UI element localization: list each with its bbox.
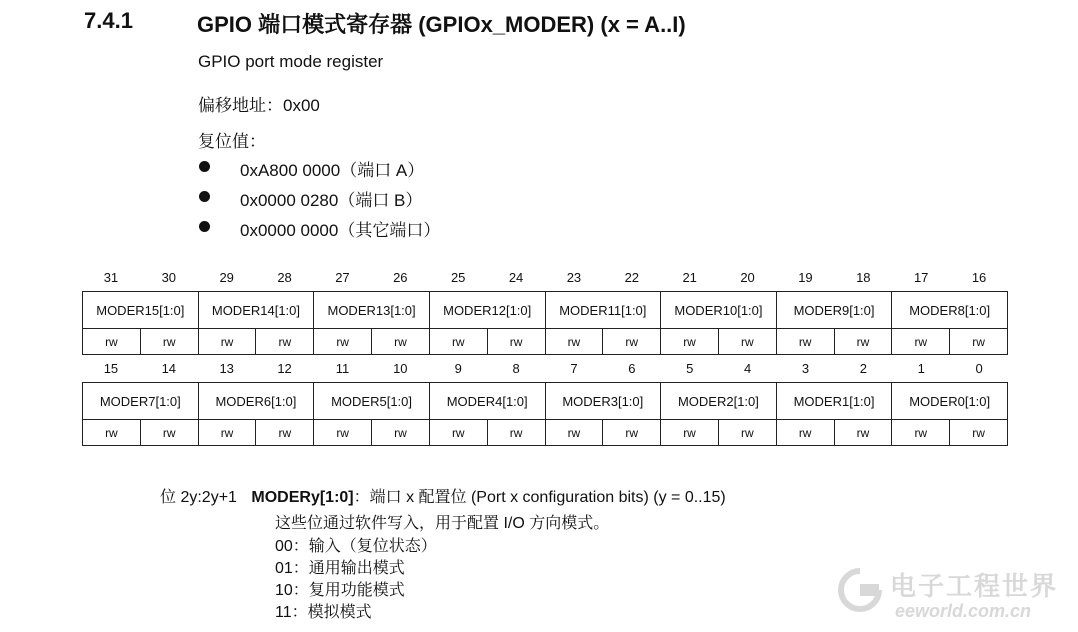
- access-type: rw: [430, 420, 488, 445]
- access-type: rw: [141, 329, 199, 354]
- field-name: MODERy[1:0]: [251, 489, 354, 506]
- bullet-icon: [199, 221, 210, 232]
- register-field: MODER12[1:0]: [430, 292, 546, 328]
- bit-number: 20: [740, 270, 755, 285]
- access-type: rw: [83, 420, 141, 445]
- bit-number: 4: [743, 361, 752, 376]
- register-field: MODER9[1:0]: [777, 292, 893, 328]
- field-intro: 这些位通过软件写入，用于配置 I/O 方向模式。: [275, 515, 610, 532]
- bit-number: 3: [801, 361, 810, 376]
- access-type: rw: [950, 420, 1008, 445]
- bit-number: 29: [219, 270, 234, 285]
- mode-item: 01：通用输出模式: [275, 560, 405, 577]
- register-english-name: GPIO port mode register: [198, 52, 384, 71]
- lower-access-row: [82, 420, 1008, 446]
- register-field: MODER8[1:0]: [892, 292, 1008, 328]
- register-field: MODER3[1:0]: [546, 383, 662, 419]
- access-type: rw: [83, 329, 141, 354]
- access-type: rw: [950, 329, 1008, 354]
- access-type: rw: [892, 329, 950, 354]
- bit-number: 9: [454, 361, 462, 376]
- reset-value: 0x0000 0280（端口 B）: [240, 191, 423, 210]
- access-type: rw: [430, 329, 488, 354]
- bit-number: 17: [913, 270, 929, 285]
- register-field: MODER10[1:0]: [661, 292, 777, 328]
- eeworld-logo-icon: [838, 568, 882, 612]
- access-type: rw: [603, 420, 661, 445]
- bit-number: 10: [393, 361, 408, 376]
- bit-number: 18: [856, 270, 871, 285]
- register-field: MODER14[1:0]: [199, 292, 315, 328]
- access-type: rw: [661, 420, 719, 445]
- bit-range: 位 2y:2y+1: [160, 489, 237, 506]
- bit-number: 31: [103, 270, 119, 285]
- access-type: rw: [603, 329, 661, 354]
- access-type: rw: [199, 420, 257, 445]
- mode-item: 00：输入（复位状态）: [275, 538, 437, 555]
- access-type: rw: [892, 420, 950, 445]
- bullet-icon: [199, 161, 210, 172]
- access-type: rw: [488, 329, 546, 354]
- mode-item: 10：复用功能模式: [275, 582, 405, 599]
- register-field: MODER15[1:0]: [83, 292, 199, 328]
- bit-number: 19: [798, 270, 813, 285]
- mode-item: 11：模拟模式: [275, 604, 372, 621]
- section-title: GPIO 端口模式寄存器 (GPIOx_MODER) (x = A..I): [197, 12, 686, 37]
- register-field: MODER4[1:0]: [430, 383, 546, 419]
- bit-number: 25: [450, 270, 466, 285]
- access-type: rw: [546, 420, 604, 445]
- bit-number: 13: [219, 361, 234, 376]
- bit-number: 26: [393, 270, 408, 285]
- register-field: MODER1[1:0]: [777, 383, 893, 419]
- access-type: rw: [256, 329, 314, 354]
- offset-address: 偏移地址：0x00: [198, 96, 320, 115]
- register-field: MODER0[1:0]: [892, 383, 1008, 419]
- watermark-chinese: 电子工程世界: [890, 571, 1059, 601]
- access-type: rw: [835, 329, 893, 354]
- field-description-header: [160, 484, 726, 507]
- lower-field-row: [82, 382, 1008, 420]
- access-type: rw: [314, 420, 372, 445]
- bit-number: 0: [975, 361, 983, 376]
- access-type: rw: [777, 420, 835, 445]
- bit-number: 12: [277, 361, 292, 376]
- upper-access-row: [82, 329, 1008, 355]
- access-type: rw: [314, 329, 372, 354]
- access-type: rw: [256, 420, 314, 445]
- upper-field-row: [82, 291, 1008, 329]
- access-type: rw: [835, 420, 893, 445]
- bit-number: 24: [508, 270, 524, 285]
- bit-number: 22: [624, 270, 640, 285]
- access-type: rw: [719, 329, 777, 354]
- access-type: rw: [777, 329, 835, 354]
- bit-number: 5: [686, 361, 694, 376]
- reset-value-label: 复位值：: [198, 132, 266, 151]
- bit-number: 15: [103, 361, 119, 376]
- bit-number: 23: [566, 270, 582, 285]
- bit-number: 1: [917, 361, 925, 376]
- access-type: rw: [199, 329, 257, 354]
- access-type: rw: [546, 329, 604, 354]
- watermark-url: eeworld.com.cn: [895, 601, 1032, 621]
- field-summary: ：端口 x 配置位 (Port x configuration bits) (y = 0..15): [353, 489, 726, 506]
- register-field: MODER13[1:0]: [314, 292, 430, 328]
- reset-value: 0x0000 0000（其它端口）: [240, 221, 441, 240]
- bit-number: 6: [628, 361, 636, 376]
- bit-number: 27: [335, 270, 350, 285]
- access-type: rw: [661, 329, 719, 354]
- section-number: 7.4.1: [84, 8, 133, 33]
- register-field: MODER5[1:0]: [314, 383, 430, 419]
- register-field: MODER11[1:0]: [546, 292, 662, 328]
- bit-number: 30: [161, 270, 177, 285]
- bit-number: 28: [277, 270, 292, 285]
- access-type: rw: [719, 420, 777, 445]
- register-field: MODER6[1:0]: [199, 383, 315, 419]
- access-type: rw: [141, 420, 199, 445]
- bit-number: 8: [512, 361, 520, 376]
- access-type: rw: [372, 420, 430, 445]
- bit-number: 16: [971, 270, 987, 285]
- bullet-icon: [199, 191, 210, 202]
- register-field: MODER2[1:0]: [661, 383, 777, 419]
- access-type: rw: [372, 329, 430, 354]
- bit-number: 7: [570, 361, 578, 376]
- register-field: MODER7[1:0]: [83, 383, 199, 419]
- bit-number: 11: [335, 361, 350, 376]
- access-type: rw: [488, 420, 546, 445]
- reset-value: 0xA800 0000（端口 A）: [240, 161, 425, 180]
- bit-number: 2: [859, 361, 867, 376]
- bit-number: 14: [161, 361, 177, 376]
- bit-number: 21: [682, 270, 697, 285]
